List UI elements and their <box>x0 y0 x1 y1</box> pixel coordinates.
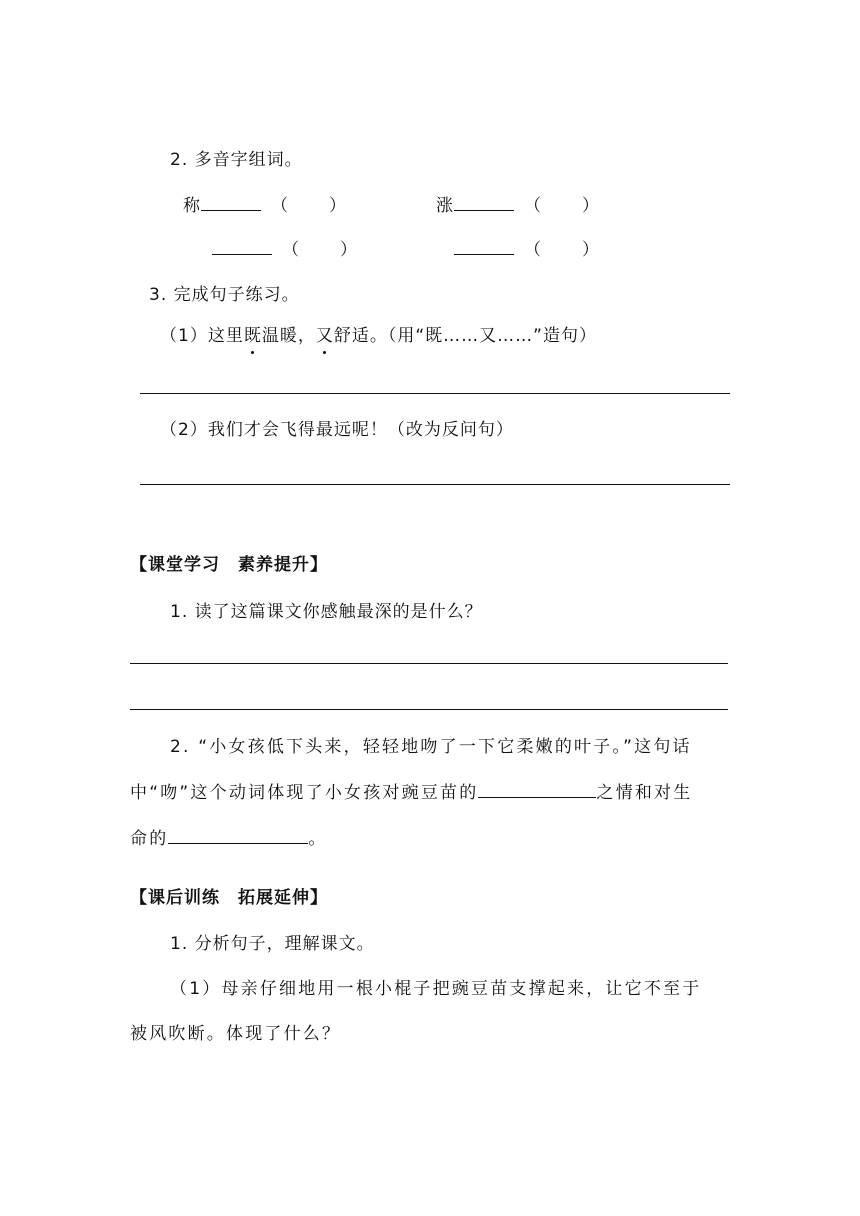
after-class-question-1: 1. 分析句子，理解课文。 <box>170 934 375 954</box>
section-heading-after-class: 【课后训练 拓展延伸】 <box>130 888 328 908</box>
answer-blank[interactable] <box>454 192 514 211</box>
paren-open: （ <box>524 196 542 216</box>
answer-line[interactable] <box>140 393 730 394</box>
polyphone-char-zhang: 涨 <box>436 196 454 216</box>
sentence-1-part-e: 舒适。（用“既……又……”造句） <box>333 326 597 346</box>
after-class-sentence-1-line-2: 被风吹断。体现了什么？ <box>130 1024 342 1044</box>
q2-text-d: 。 <box>308 829 328 849</box>
polyphone-row-2-right <box>454 236 600 262</box>
classroom-question-2-line-3 <box>130 825 328 851</box>
sentence-1-number: （1） <box>160 326 208 346</box>
polyphone-row-1-left <box>183 192 347 218</box>
answer-line[interactable] <box>140 484 730 485</box>
sentence-1 <box>160 324 597 348</box>
answer-blank[interactable] <box>168 825 308 844</box>
classroom-question-2-line-2 <box>130 779 692 805</box>
question-3-title: 3. 完成句子练习。 <box>149 285 300 305</box>
paren-close: ） <box>582 196 600 216</box>
classroom-question-1: 1. 读了这篇课文你感触最深的是什么？ <box>170 602 483 622</box>
emphasis-char-you: 又 <box>315 326 334 346</box>
polyphone-row-2-left <box>212 236 358 262</box>
q2-text-b: 之情和对生 <box>596 783 693 803</box>
answer-blank[interactable] <box>212 236 272 255</box>
classroom-question-2-line-1: 2. “小女孩低下头来，轻轻地吻了一下它柔嫩的叶子。”这句话 <box>170 737 692 757</box>
after-class-sentence-1-line-1: （1）母亲仔细地用一根小棍子把豌豆苗支撑起来，让它不至于 <box>170 979 702 999</box>
paren-close: ） <box>329 196 347 216</box>
paren-close: ） <box>340 240 358 260</box>
polyphone-row-1-right <box>436 192 600 218</box>
paren-open: （ <box>271 196 289 216</box>
sentence-1-part-c: 温暖， <box>261 326 316 346</box>
answer-line[interactable] <box>130 709 728 710</box>
sentence-1-part-a: 这里 <box>207 326 244 346</box>
polyphone-char-cheng: 称 <box>183 196 201 216</box>
paren-open: （ <box>524 240 542 260</box>
answer-blank[interactable] <box>201 192 261 211</box>
emphasis-char-ji: 既 <box>243 326 262 346</box>
paren-open: （ <box>282 240 300 260</box>
q2-text-c: 命的 <box>130 829 169 849</box>
section-heading-classroom: 【课堂学习 素养提升】 <box>130 555 328 575</box>
question-2-title: 2. 多音字组词。 <box>170 150 303 170</box>
answer-blank[interactable] <box>478 779 596 798</box>
paren-close: ） <box>582 240 600 260</box>
sentence-2: （2）我们才会飞得最远呢！（改为反问句） <box>160 420 514 440</box>
answer-blank[interactable] <box>454 236 514 255</box>
q2-text-a: 中“吻”这个动词体现了小女孩对豌豆苗的 <box>130 783 479 803</box>
answer-line[interactable] <box>130 663 728 664</box>
